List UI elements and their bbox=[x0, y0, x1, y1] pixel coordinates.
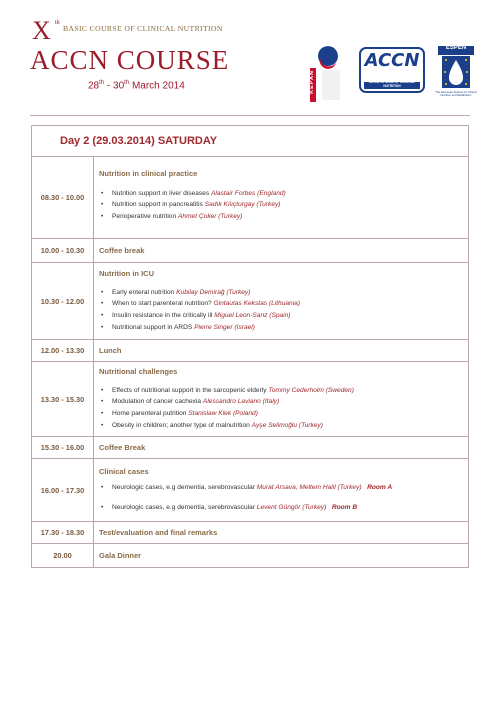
list-item: • Neurologic cases, e.g dementia, serebrovascular Levent Güngör (Turkey) Room B bbox=[101, 503, 358, 511]
list-item: • Perioperative nutrition Ahmet Çoker (Turkey) bbox=[101, 212, 243, 220]
session-time: 10.00 - 10.30 bbox=[32, 239, 94, 263]
session-content bbox=[94, 459, 469, 522]
list-item: • Neurologic cases, e.g dementia, serebrovascular Murat Arsava, Meltem Halil (Turkey) Room A bbox=[101, 483, 393, 491]
talk-title: Nutrition support in liver diseases bbox=[112, 189, 210, 197]
schedule-row bbox=[32, 340, 469, 362]
session-content bbox=[94, 362, 469, 437]
list-item: • Insulin resistance in the critically ill Miguel Leon-Sanz (Spain) bbox=[101, 312, 291, 319]
edition-suffix: th bbox=[55, 20, 60, 26]
accn-logo-text: ACCN bbox=[364, 50, 420, 71]
espen-logo-text: ESPEN bbox=[445, 45, 467, 51]
session-time: 15.30 - 16.00 bbox=[32, 437, 94, 459]
speaker: Gintautas Kekstas (Lithuania) bbox=[213, 300, 301, 308]
list-item: • Effects of nutritional support in the sarcopenic elderly Tommy Cederholm (Sweden) bbox=[101, 386, 354, 394]
header-divider bbox=[30, 115, 470, 116]
talk-title: Early enteral nutrition bbox=[112, 288, 175, 296]
session-title: Nutrition in clinical practice bbox=[99, 168, 198, 178]
course-dates: 28th - 30th March 2014 bbox=[88, 80, 185, 92]
session-time: 16.00 - 17.30 bbox=[32, 459, 94, 522]
talk-list bbox=[99, 188, 468, 223]
speaker: Sadık Kılıçturgay (Turkey) bbox=[204, 201, 281, 209]
list-item: • Nutrition support in pancreatitis Sadık Kılıçturgay (Turkey) bbox=[101, 201, 281, 209]
schedule-row bbox=[32, 459, 469, 522]
session-content bbox=[94, 263, 469, 340]
kepan-label: KEPAN bbox=[309, 70, 315, 94]
talk-title: Neurologic cases, e.g dementia, serebrovascular bbox=[112, 503, 255, 511]
session-time: 17.30 - 18.30 bbox=[32, 522, 94, 544]
list-item: • Modulation of cancer cachexia Alessandro Laviano (Italy) bbox=[101, 398, 280, 406]
session-time: 20.00 bbox=[32, 544, 94, 568]
session-title: Nutrition in ICU bbox=[99, 268, 154, 278]
speaker: Levent Güngör (Turkey) bbox=[256, 503, 327, 511]
list-item: • Nutrition support in liver diseases Alastair Forbes (England) bbox=[101, 189, 286, 197]
schedule-row bbox=[32, 157, 469, 239]
talk-list bbox=[99, 482, 468, 513]
list-item: • Obesity in children; another type of malnutrition Ayşe Selimoğlu (Turkey) bbox=[101, 421, 323, 429]
edition-numeral: X bbox=[32, 16, 52, 45]
talk-title: Neurologic cases, e.g dementia, serebrovascular bbox=[112, 483, 255, 491]
schedule-table bbox=[31, 125, 469, 568]
schedule-row bbox=[32, 544, 469, 568]
espen-logo-subtext: The European Society for Clinical Nutrition and Metabolism bbox=[435, 90, 477, 98]
session-title: Gala Dinner bbox=[99, 551, 142, 560]
schedule-row bbox=[32, 239, 469, 263]
session-title: Clinical cases bbox=[99, 466, 149, 476]
talk-title: Nutritional support in ARDS bbox=[112, 323, 193, 331]
schedule-row bbox=[32, 362, 469, 437]
session-time: 08.30 - 10.00 bbox=[32, 157, 94, 239]
talk-title: Effects of nutritional support in the sarcopenic elderly bbox=[112, 386, 267, 394]
session-title: Coffee Break bbox=[99, 443, 146, 452]
accn-logo-subtext: ADRIATIC CLUB OF CLINICAL NUTRITION bbox=[369, 80, 415, 88]
list-item: • Early enteral nutrition Kubilay Demirağ (Turkey) bbox=[101, 288, 251, 296]
schedule-row bbox=[32, 263, 469, 340]
talk-title: Obesity in children; another type of malnutrition bbox=[112, 421, 250, 429]
list-item: • Home parenteral putrition Stanislaw Klek (Poland) bbox=[101, 410, 258, 417]
day-title: Day 2 (29.03.2014) SATURDAY bbox=[60, 135, 218, 147]
talk-list bbox=[99, 385, 468, 431]
speaker: Alessandro Laviano (Italy) bbox=[202, 398, 280, 406]
room-label: Room B bbox=[331, 503, 358, 511]
session-content bbox=[94, 157, 469, 239]
talk-title: When to start parenteral nutrition? bbox=[112, 300, 212, 308]
talk-title: Modulation of cancer cachexia bbox=[112, 398, 202, 406]
speaker: Stanislaw Klek (Poland) bbox=[188, 410, 258, 417]
session-title: Test/evaluation and final remarks bbox=[99, 528, 218, 537]
course-title: ACCN COURSE bbox=[30, 45, 230, 75]
speaker: Kubilay Demirağ (Turkey) bbox=[176, 288, 251, 296]
day-header-row bbox=[32, 126, 469, 157]
speaker: Alastair Forbes (England) bbox=[210, 189, 286, 197]
talk-title: Nutrition support in pancreatitis bbox=[112, 201, 203, 209]
session-title: Nutritional challenges bbox=[99, 366, 178, 376]
speaker: Tommy Cederholm (Sweden) bbox=[268, 386, 354, 394]
session-title: Lunch bbox=[99, 346, 122, 355]
header bbox=[0, 0, 500, 115]
schedule-row bbox=[32, 522, 469, 544]
room-label: Room A bbox=[367, 483, 393, 491]
list-item: • When to start parenteral nutrition? Gintautas Kekstas (Lithuania) bbox=[101, 300, 301, 308]
session-time: 10.30 - 12.00 bbox=[32, 263, 94, 340]
talk-title: Perioperative nutrition bbox=[112, 212, 177, 220]
talk-title: Insulin resistance in the critically ill bbox=[112, 312, 213, 319]
session-time: 13.30 - 15.30 bbox=[32, 362, 94, 437]
speaker: Pierre Singer (Israel) bbox=[194, 323, 255, 331]
speaker: Miguel Leon-Sanz (Spain) bbox=[214, 312, 291, 319]
speaker: Murat Arsava, Meltem Halil (Turkey) bbox=[256, 483, 362, 491]
course-subtitle: BASIC COURSE OF CLINICAL NUTRITION bbox=[63, 24, 223, 33]
session-title: Coffee break bbox=[99, 246, 145, 255]
speaker: Ahmet Çoker (Turkey) bbox=[178, 212, 243, 220]
talk-title: Home parenteral putrition bbox=[112, 410, 187, 417]
list-item: • Nutritional support in ARDS Pierre Singer (Israel) bbox=[101, 323, 255, 331]
session-time: 12.00 - 13.30 bbox=[32, 340, 94, 362]
talk-list bbox=[99, 287, 468, 333]
schedule-row bbox=[32, 437, 469, 459]
speaker: Ayşe Selimoğlu (Turkey) bbox=[251, 421, 323, 429]
